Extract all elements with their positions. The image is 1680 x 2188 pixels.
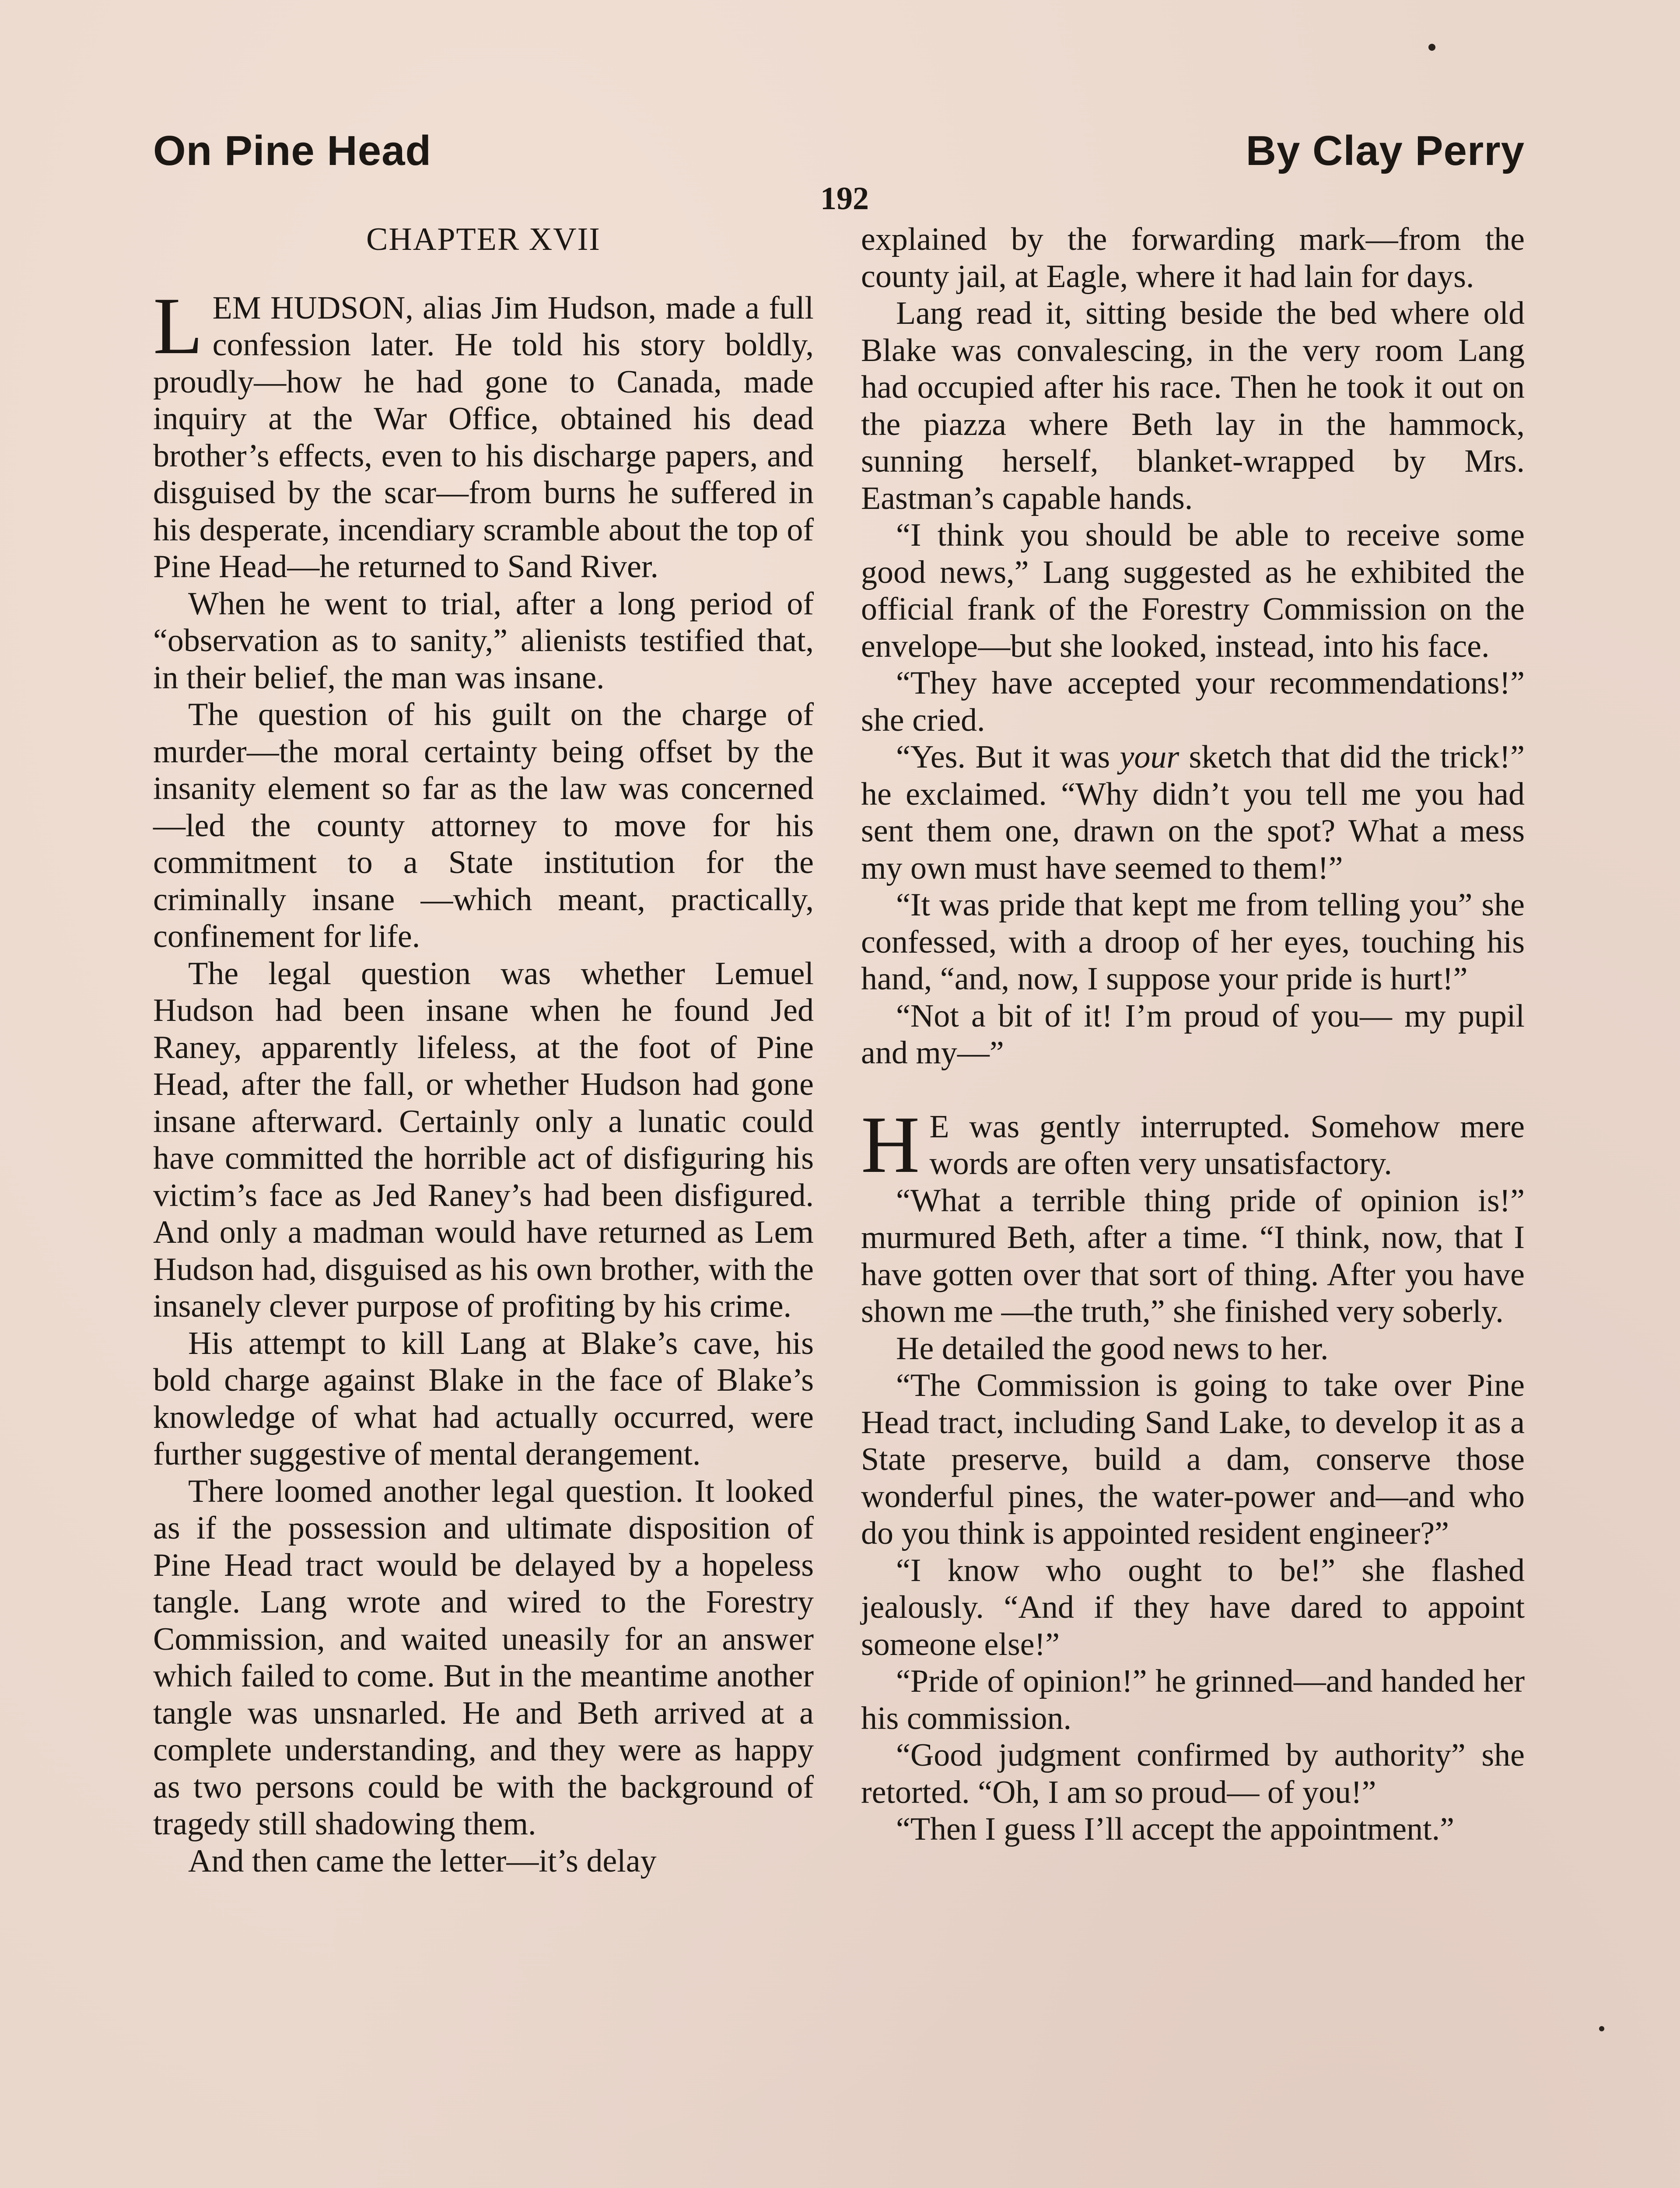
paragraph: And then came the letter—it’s delay	[188, 1843, 657, 1879]
paragraph: “Pride of opinion!” he grinned—and handed her his commission.	[861, 1663, 1525, 1736]
paragraph: Lang read it, sitting beside the bed where old Blake was convalescing, in the very room Lang had occupied after his race. Then he took it out on the piazza where Beth lay in the hammock, sunning herself, blanket-wrapped by Mrs. Eastman’s capable hands.	[861, 295, 1525, 516]
paragraph: He detailed the good news to her.	[896, 1330, 1329, 1367]
page-number: 192	[820, 181, 869, 217]
paragraph: “Good judgment confirmed by authority” she retorted. “Oh, I am so proud— of you!”	[861, 1737, 1525, 1810]
print-speck	[1599, 2026, 1604, 2031]
paragraph: “What a terrible thing pride of opinion is!” murmured Beth, after a time. “I think, now, that I have gotten over that sort of thing. After you have shown me —the truth,” she finished very soberly.	[861, 1182, 1525, 1329]
paragraph: “The Commission is going to take over Pine Head tract, including Sand Lake, to develop it as a State preserve, build a dam, conserve those wonderful pines, the water-power and—and who do you think is appointed resident engineer?”	[861, 1368, 1525, 1551]
paragraph: “Then I guess I’ll accept the appointment.”	[896, 1811, 1454, 1847]
paragraph: “It was pride that kept me from telling you” she confessed, with a droop of her eyes, touching his hand, “and, now, I suppose your pride is hurt!”	[861, 887, 1525, 997]
paragraph	[861, 1099, 1525, 1190]
print-speck	[1428, 44, 1435, 51]
paragraph	[153, 281, 814, 586]
emphasis-text: your	[1120, 739, 1180, 775]
paragraph: “They have accepted your recommendations!” she cried.	[861, 665, 1525, 738]
paragraph-text: sketch that did the trick!” he exclaimed. “Why didn’t you tell me you had sent them one, drawn on the spot? What a mess my own must have seemed to them!”	[861, 739, 1525, 886]
paragraph: The legal question was whether Lemuel Hudson had been insane when he found Jed Raney, apparently lifeless, at the foot of Pine Head, after the fall, or whether Hudson had gone insane afterward. Certainly only a lunatic could have committed the horrible act of disfiguring his victim’s face as Jed Raney’s had been disfigured. And only a madman would have returned as Lem Hudson had, disguised as his own brother, with the insanely clever purpose of profiting by his crime.	[153, 955, 814, 1324]
chapter-heading: CHAPTER XVII	[366, 221, 601, 257]
left-column	[153, 221, 814, 1879]
paragraph: explained by the forwarding mark—from the county jail, at Eagle, where it had lain for days.	[861, 221, 1525, 295]
paragraph: “I know who ought to be!” she flashed jealously. “And if they have dared to appoint someone else!”	[861, 1552, 1525, 1662]
paragraph: There loomed another legal question. It looked as if the possession and ultimate disposition of Pine Head tract would be delayed by a hopeless tangle. Lang wrote and wired to the Forestry Commission, and waited uneasily for an answer which failed to come. But in the meantime another tangle was unsnarled. He and Beth arrived at a complete understanding, and they were as happy as two persons could be with the background of tragedy still shadowing them.	[153, 1473, 814, 1842]
right-column	[861, 221, 1525, 1848]
paragraph: The question of his guilt on the charge of murder—the moral certainty being offset by the insanity element so far as the law was concerned—led the county attorney to move for his commitment to a State institution for the criminally insane —which meant, practically, confinement for life.	[153, 697, 814, 954]
section-break	[861, 1072, 1525, 1108]
paragraph: “I think you should be able to receive some good news,” Lang suggested as he exhibited the official frank of the Forestry Commission on the envelope—but she looked, instead, into his face.	[861, 517, 1525, 664]
story-title: On Pine Head	[153, 127, 432, 174]
paragraph-text: “Yes. But it was	[896, 739, 1120, 775]
drop-cap: H	[861, 1099, 920, 1190]
paragraph-text: EM HUDSON, alias Jim Hudson, made a full confession later. He told his story boldly, proudly—how he had gone to Canada, made inquiry at the War Office, obtained his dead brother’s effects, even to his discharge papers, and disguised by the scar—from burns he suffered in his desperate, incendiary scramble about the top of Pine Head—he returned to Sand River.	[153, 290, 814, 585]
drop-cap: L	[153, 281, 203, 371]
paragraph-text: E was gently interrupted. Somehow mere words are often very unsatisfactory.	[929, 1108, 1525, 1182]
paragraph: When he went to trial, after a long period of “observation as to sanity,” alienists testified that, in their belief, the man was insane.	[153, 586, 814, 696]
author-byline: By Clay Perry	[1246, 127, 1525, 174]
paragraph	[861, 739, 1525, 887]
paragraph: “Not a bit of it! I’m proud of you— my pupil and my—”	[861, 998, 1525, 1071]
paragraph: His attempt to kill Lang at Blake’s cave, his bold charge against Blake in the face of Blake’s knowledge of what had actually occurred, were further suggestive of mental derangement.	[153, 1325, 814, 1472]
